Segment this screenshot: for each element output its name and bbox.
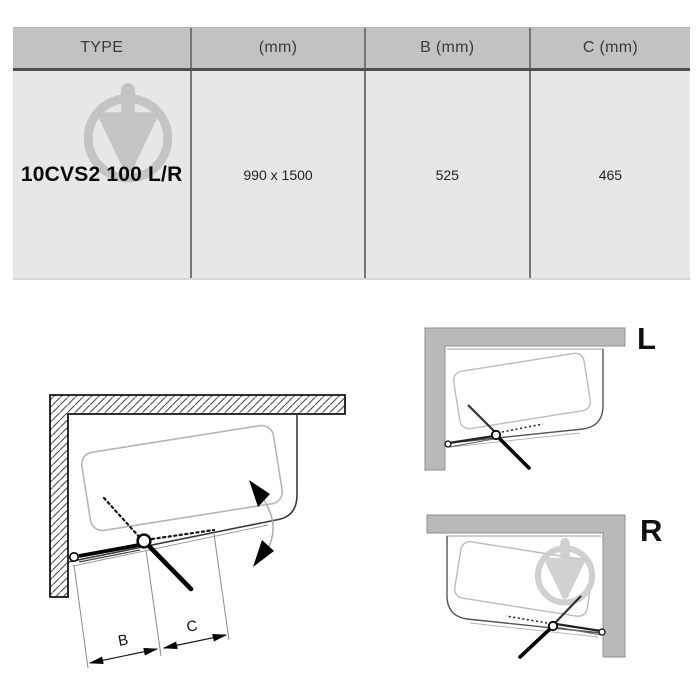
hinge-pivot-l [492,431,500,439]
hinge-pivot-r [549,622,557,630]
left-variant-diagram [425,321,656,470]
screen-closed-dotted-l [502,424,543,432]
spec-table-header-row [13,27,690,71]
variant-label-r: R [640,513,663,548]
projection-line-right [214,534,229,640]
header-mm: (mm) [192,28,365,68]
bathtub-basin [80,424,284,532]
screen-line-thin-l [468,405,497,434]
wall-hatched [50,395,345,597]
right-variant-diagram [427,513,662,657]
screen-open-position [145,542,191,589]
cell-b-value: 525 [366,71,531,278]
bathtub-rim [68,414,297,562]
product-type-value: 10CVS2 100 L/R [20,162,183,186]
swing-arrow-up-icon [249,480,270,507]
variant-label-l: L [637,321,656,356]
screen-folded-position-dotted [104,498,142,540]
technical-diagrams [0,283,700,700]
dimension-label-b: B [116,631,130,650]
spec-table [13,27,690,280]
spec-table-data-row [13,71,690,280]
swing-arrow-down-icon [253,540,274,567]
cell-c-value: 465 [598,166,623,183]
cell-type [13,71,192,278]
wall-bracket-r [599,629,605,635]
dimension-line-b [90,649,157,663]
projection-line-middle [146,550,161,656]
projection-line-left [74,565,88,668]
header-b-mm: B (mm) [366,28,531,68]
plan-diagram [50,395,345,668]
screen-line-r [520,627,552,657]
hinge-pivot [138,535,151,548]
screen-closed-dotted-r [506,616,547,623]
header-c-mm: C (mm) [582,39,638,56]
header-type: TYPE [13,28,192,68]
dimension-label-c: C [185,617,200,636]
wall-bracket-l [445,441,451,447]
badge-watermark-icon [538,538,592,602]
dimension-line-c [164,635,226,648]
bathtub-basin-l [452,352,591,430]
wall-bracket [70,553,78,561]
cell-dimensions: 990 x 1500 [192,71,365,278]
